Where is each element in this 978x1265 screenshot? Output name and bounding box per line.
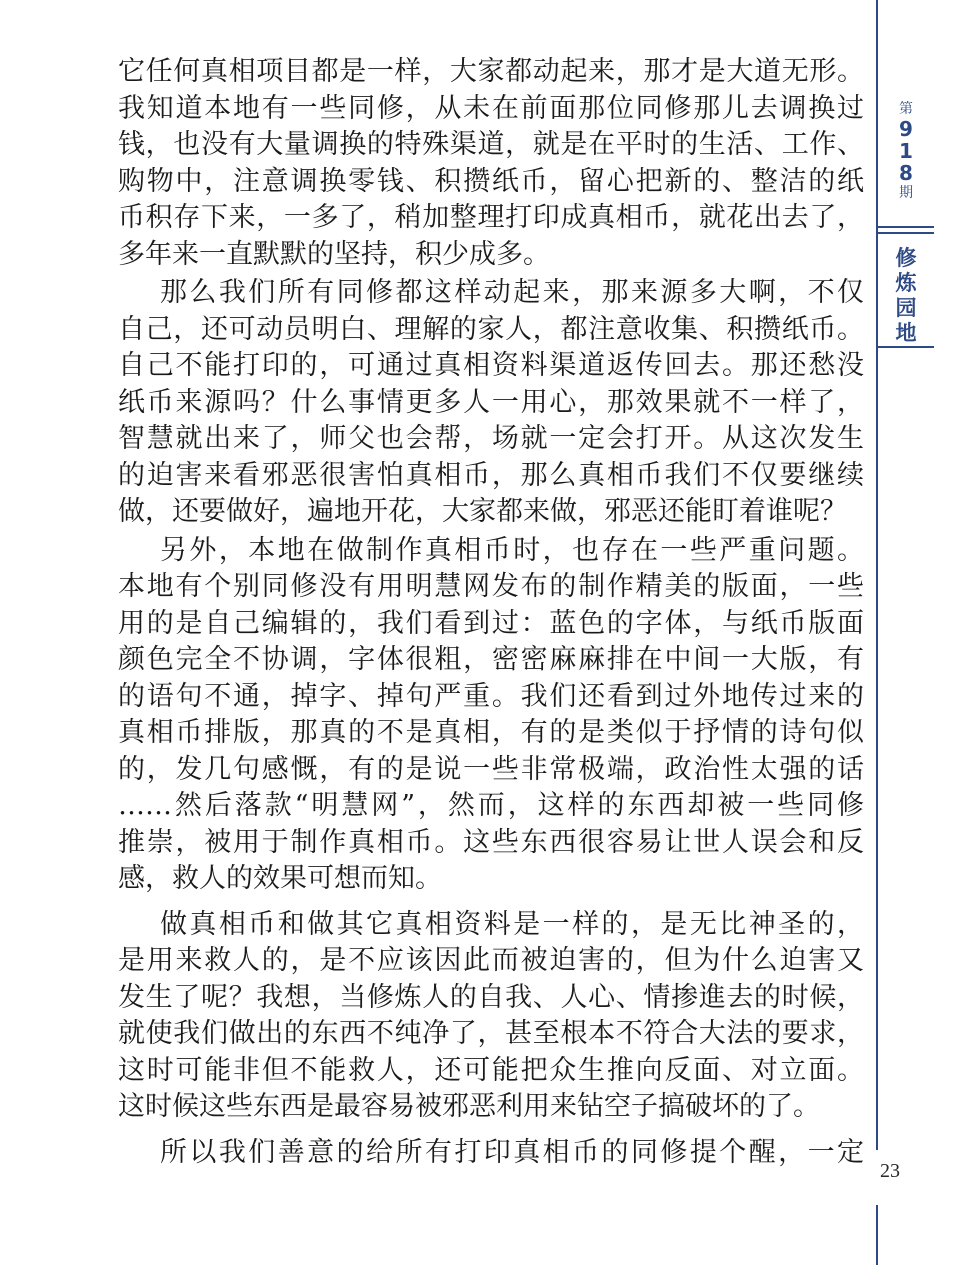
text-line: 币积存下来，一多了，稍加整理打印成真相币，就花出去了， — [118, 202, 864, 233]
section-label — [878, 246, 934, 346]
text-line: 所以我们善意的给所有打印真相币的同修提个醒，一定 — [160, 1136, 864, 1168]
text-line: 这时可能非但不能救人，还可能把众生推向反面、对立面。 — [118, 1054, 864, 1086]
text-line: 就使我们做出的东西不纯净了，甚至根本不符合大法的要求， — [118, 1018, 864, 1049]
issue-digit: 8 — [899, 161, 913, 185]
text-line: 自己，还可动员明白、理解的家人，都注意收集、积攒纸币。 — [118, 313, 864, 345]
page-number: 23 — [880, 1160, 900, 1182]
text-line: 发生了呢？我想，当修炼人的自我、人心、情掺進去的时候， — [118, 981, 864, 1013]
text-line: 做真相币和做其它真相资料是一样的，是无比神圣的， — [160, 908, 864, 940]
text-line: 颜色完全不协调，字体很粗，密密麻麻排在中间一大版，有 — [118, 644, 864, 675]
sidebar-vertical-rule-bottom — [876, 1205, 878, 1265]
section-char: 修 — [895, 246, 917, 270]
text-line: 购物中，注意调换零钱、积攒纸币，留心把新的、整洁的纸 — [118, 165, 864, 197]
sidebar-divider — [878, 232, 934, 234]
text-line: 这时候这些东西是最容易被邪恶利用来钻空子搞破坏的了。 — [118, 1091, 820, 1122]
text-line: 智慧就出来了，师父也会帮，场就一定会打开。从这次发生 — [118, 423, 864, 454]
paragraph — [118, 907, 864, 1126]
issue-digit: 9 — [899, 117, 913, 141]
issue-number — [878, 100, 934, 202]
section-char: 炼 — [895, 271, 917, 295]
article-body — [118, 54, 864, 1171]
text-line: 另外，本地在做制作真相币时，也存在一些严重问题。 — [160, 534, 864, 566]
section-char: 园 — [895, 296, 917, 320]
text-line: 推崇，被用于制作真相币。这些东西很容易让世人误会和反 — [118, 826, 864, 858]
text-line: ……然后落款“明慧网”，然而，这样的东西却被一些同修 — [118, 790, 864, 821]
paragraph — [118, 1135, 864, 1172]
text-line: 用的是自己编辑的，我们看到过：蓝色的字体，与纸币版面 — [118, 607, 864, 639]
text-line: 它任何真相项目都是一样，大家都动起来，那才是大道无形。 — [118, 56, 864, 87]
paragraph — [118, 54, 864, 273]
text-line: 我知道本地有一些同修，从未在前面那位同修那儿去调换过 — [118, 92, 864, 124]
text-line: 真相币排版，那真的不是真相，有的是类似于抒情的诗句似 — [118, 717, 864, 748]
sidebar-divider — [878, 226, 934, 228]
issue-suffix: 期 — [899, 185, 913, 201]
text-line: 做，还要做好，遍地开花，大家都来做，邪恶还能盯着谁呢？ — [118, 496, 847, 527]
text-line: 纸币来源吗？什么事情更多人一用心，那效果就不一样了， — [118, 386, 864, 418]
text-line: 的，发几句感慨，有的是说一些非常极端，政治性太强的话 — [118, 753, 864, 785]
text-line: 是用来救人的，是不应该因此而被迫害的，但为什么迫害又 — [118, 945, 864, 976]
text-line: 那么我们所有同修都这样动起来，那来源多大啊，不仅 — [160, 277, 864, 308]
text-line: 感，救人的效果可想而知。 — [118, 863, 442, 894]
text-line: 的语句不通，掉字、掉句严重。我们还看到过外地传过来的 — [118, 680, 864, 712]
issue-prefix: 第 — [899, 101, 913, 117]
paragraph — [118, 275, 864, 531]
sidebar-divider — [878, 346, 934, 348]
text-line: 的迫害来看邪恶很害怕真相币，那么真相币我们不仅要继续 — [118, 459, 864, 491]
text-line: 钱，也没有大量调换的特殊渠道，就是在平时的生活、工作、 — [118, 129, 864, 160]
text-line: 多年来一直默默的坚持，积少成多。 — [118, 238, 550, 270]
text-line: 本地有个别同修没有用明慧网发布的制作精美的版面，一些 — [118, 571, 864, 602]
issue-digit: 1 — [899, 139, 913, 163]
section-char: 地 — [895, 321, 917, 345]
text-line: 自己不能打印的，可通过真相资料渠道返传回去。那还愁没 — [118, 350, 864, 381]
paragraph — [118, 533, 864, 898]
